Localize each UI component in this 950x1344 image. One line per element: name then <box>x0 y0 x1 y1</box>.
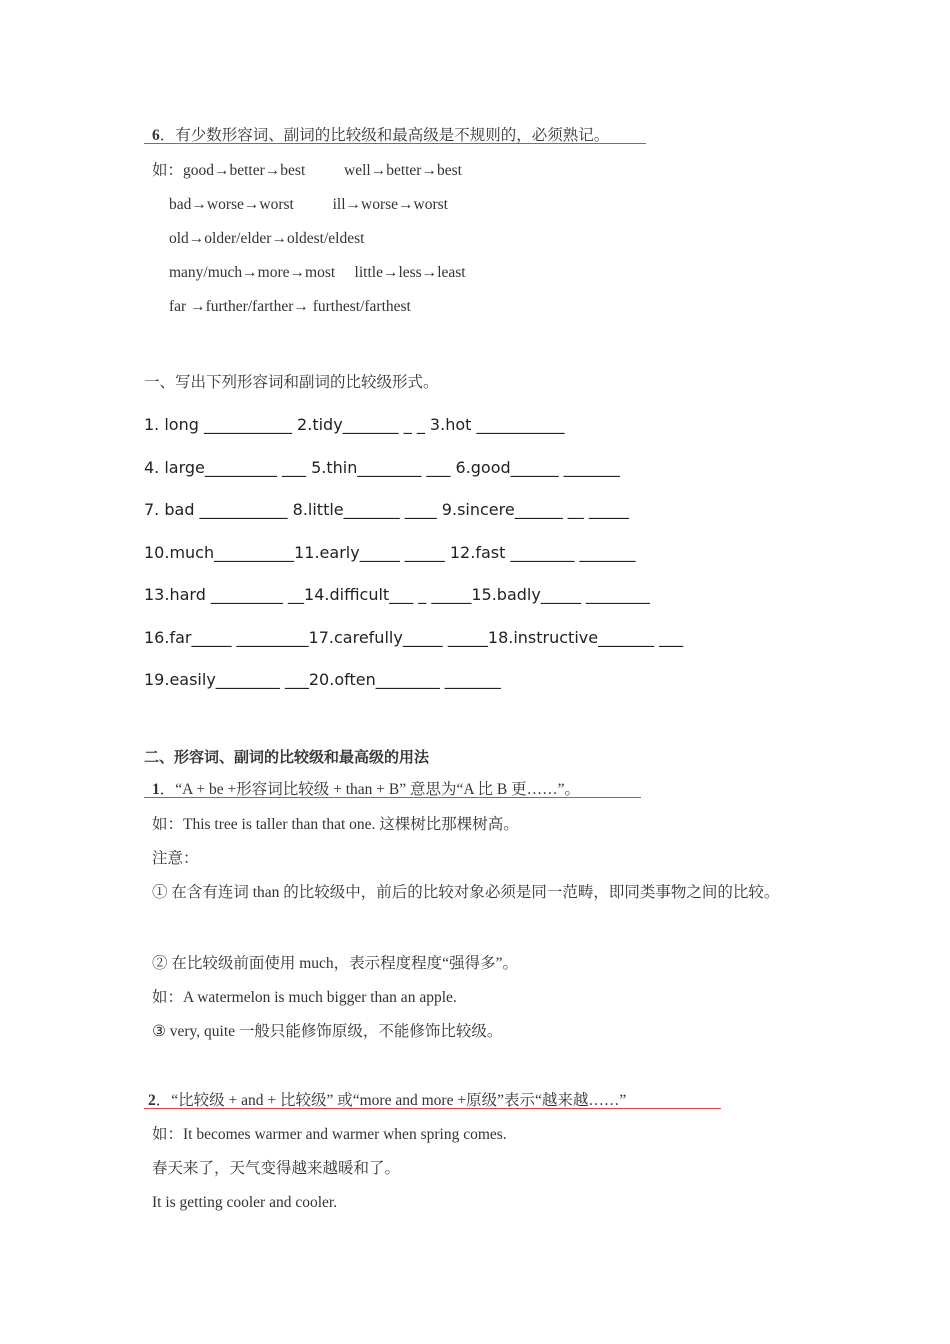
example-line-5: far →further/farther→ furthest/farthest <box>169 298 411 315</box>
exercise-line: 10.much__________11.early_____ _____ 12.fast ________ _______ <box>144 543 636 562</box>
rule-6-number: 6 <box>152 127 160 144</box>
note-2: ② 在比较级前面使用 much，表示程度程度“强得多”。 <box>152 955 518 972</box>
note-2-example: 如：A watermelon is much bigger than an apple. <box>152 989 457 1006</box>
rule-2-translation: 春天来了，天气变得越来越暖和了。 <box>152 1160 401 1177</box>
exercise-line: 4. large_________ ___ 5.thin________ ___ 6.good______ _______ <box>144 458 620 477</box>
example-line-1: 如：good→better→best well→better→best <box>152 162 462 179</box>
note-3: ③ very, quite 一般只能修饰原级，不能修饰比较级。 <box>152 1023 503 1040</box>
rule-1-text: ．“A + be +形容词比较级 + than + B” 意思为“A 比 B 更……”。 <box>159 781 581 798</box>
exercise-line: 13.hard _________ __14.difficult___ _ _____15.badly_____ ________ <box>144 585 650 604</box>
exercise-title: 一、写出下列形容词和副词的比较级形式。 <box>144 374 439 391</box>
exercise-line: 1. long ___________ 2.tidy_______ _ _ 3.hot ___________ <box>144 415 565 434</box>
rule-2-example-2: It is getting cooler and cooler. <box>152 1194 338 1211</box>
rule-2-example: 如：It becomes warmer and warmer when spring comes. <box>152 1126 507 1143</box>
note-label: 注意： <box>152 850 199 867</box>
rule-1-underline <box>144 797 641 798</box>
section-2-title: 二、形容词、副词的比较级和最高级的用法 <box>144 748 430 766</box>
rule-1-number: 1 <box>152 781 160 798</box>
note-1: ① 在含有连词 than 的比较级中，前后的比较对象必须是同一范畴，即同类事物之间的比较。 <box>152 884 780 901</box>
rule-2-number: 2 <box>148 1092 156 1109</box>
exercise-line: 7. bad ___________ 8.little_______ ____ 9.sincere______ __ _____ <box>144 500 629 519</box>
example-line-3: old→older/elder→oldest/eldest <box>169 230 365 247</box>
rule-6-underline <box>144 143 646 144</box>
rule-1-example: 如：This tree is taller than that one. 这棵树比那棵树高。 <box>152 816 519 833</box>
exercise-line: 16.far_____ _________17.carefully_____ _____18.instructive_______ ___ <box>144 628 684 647</box>
rule-6-text: ．有少数形容词、副词的比较级和最高级是不规则的，必须熟记。 <box>159 127 610 144</box>
rule-2-underline <box>144 1108 721 1109</box>
rule-2-text: ．“比较级 + and + 比较级” 或“more and more +原级”表示“越来越……” <box>155 1092 627 1109</box>
example-line-2: bad→worse→worst ill→worse→worst <box>169 196 448 213</box>
exercise-line: 19.easily________ ___20.often________ _______ <box>144 670 501 689</box>
example-line-4: many/much→more→most little→less→least <box>169 264 466 281</box>
